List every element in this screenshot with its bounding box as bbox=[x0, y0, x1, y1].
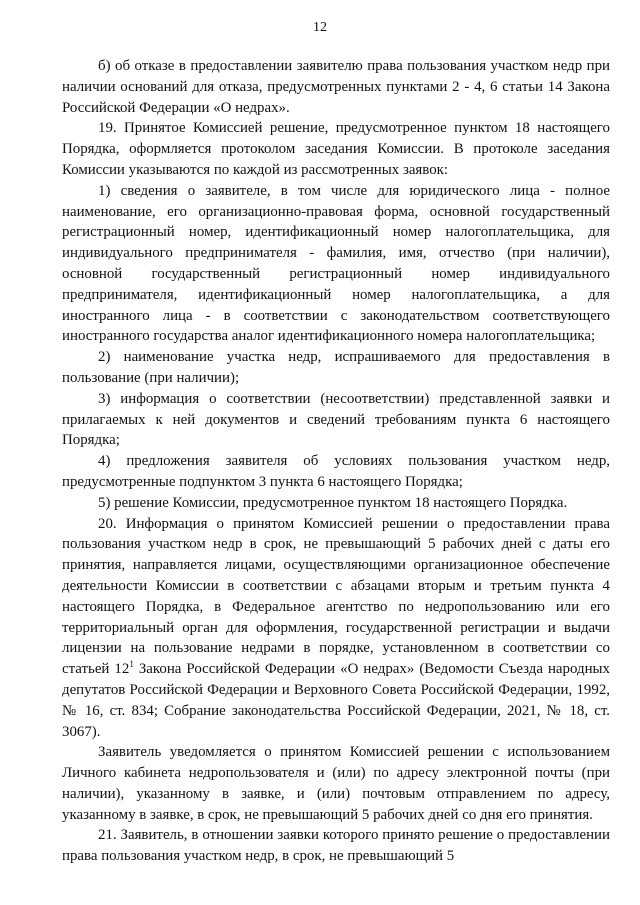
paragraph-item-20-part-a: 20. Информация о принятом Комиссией решении о предоставлении права пользования участком недр в срок, не превышающий 5 рабочих дней с даты его принятия, направляется лицами, осуществляющими организационное обеспечение деятельности Комиссии в соответствии с абзацами вторым и третьим пункта 4 настоящего Порядка, в Федеральное агентство по недропользованию или его территориальный орган для оформления, государственной регистрации и выдачи лицензии на пользование недрами в порядке, установленном в соответствии со статьей 12 bbox=[62, 515, 610, 678]
paragraph-subitem-3: 3) информация о соответствии (несоответствии) представленной заявки и прилагаемых к ней документов и сведений требованиям пункта 6 настоящего Порядка; bbox=[62, 390, 610, 449]
paragraph-refusal-clause: б) об отказе в предоставлении заявителю права пользования участком недр при наличии оснований для отказа, предусмотренных пунктами 2 - 4, 6 статьи 14 Закона Российской Федерации «О недрах». bbox=[62, 58, 610, 116]
paragraph-subitem-5: 5) решение Комиссии, предусмотренное пунктом 18 настоящего Порядка. bbox=[98, 494, 568, 511]
article-superscript: 1 bbox=[129, 659, 134, 670]
paragraph-subitem-1: 1) сведения о заявителе, в том числе для юридического лица - полное наименование, его организационно-правовая форма, основной государственный регистрационный номер, идентификационный номер налогоплательщика, для индивидуального предпринимателя - фамилия, имя, отчество (при наличии), основной государственный регистрационный номер индивидуального предпринимателя, идентификационный номер налогоплательщика, а для иностранного лица - в соответствии с законодательством соответствующего иностранного государства аналог идентификационного номера налогоплательщика; bbox=[62, 182, 610, 345]
paragraph-item-21: 21. Заявитель, в отношении заявки которого принято решение о предоставлении права пользования участком недр, в срок, не превышающий 5 bbox=[62, 827, 610, 865]
paragraph-item-19: 19. Принятое Комиссией решение, предусмотренное пунктом 18 настоящего Порядка, оформляется протоколом заседания Комиссии. В протоколе заседания Комиссии указываются по каждой из рассмотренных заявок: bbox=[62, 120, 610, 178]
paragraph-item-20-part-b: Закона Российской Федерации «О недрах» (Ведомости Съезда народных депутатов Российской Федерации и Верховного Совета Российской Федерации, 1992, № 16, ст. 834; Собрание законодательства Российской Федерации, 2021, № 18, ст. 3067). bbox=[62, 661, 610, 740]
paragraph-subitem-2: 2) наименование участка недр, испрашиваемого для предоставления в пользование (при наличии); bbox=[62, 349, 610, 386]
paragraph-item-20 bbox=[62, 514, 610, 743]
page-number: 12 bbox=[313, 20, 327, 35]
document-body bbox=[62, 56, 610, 867]
paragraph-notification: Заявитель уведомляется о принятом Комиссией решении с использованием Личного кабинета недропользователя и (или) по адресу электронной почты (при наличии), указанному в заявке, и (или) почтовым отправлением по адресу, указанному в заявке, в срок, не превышающий 5 рабочих дней со дня его принятия. bbox=[62, 744, 610, 823]
paragraph-subitem-4: 4) предложения заявителя об условиях пользования участком недр, предусмотренные подпунктом 3 пункта 6 настоящего Порядка; bbox=[62, 453, 610, 490]
